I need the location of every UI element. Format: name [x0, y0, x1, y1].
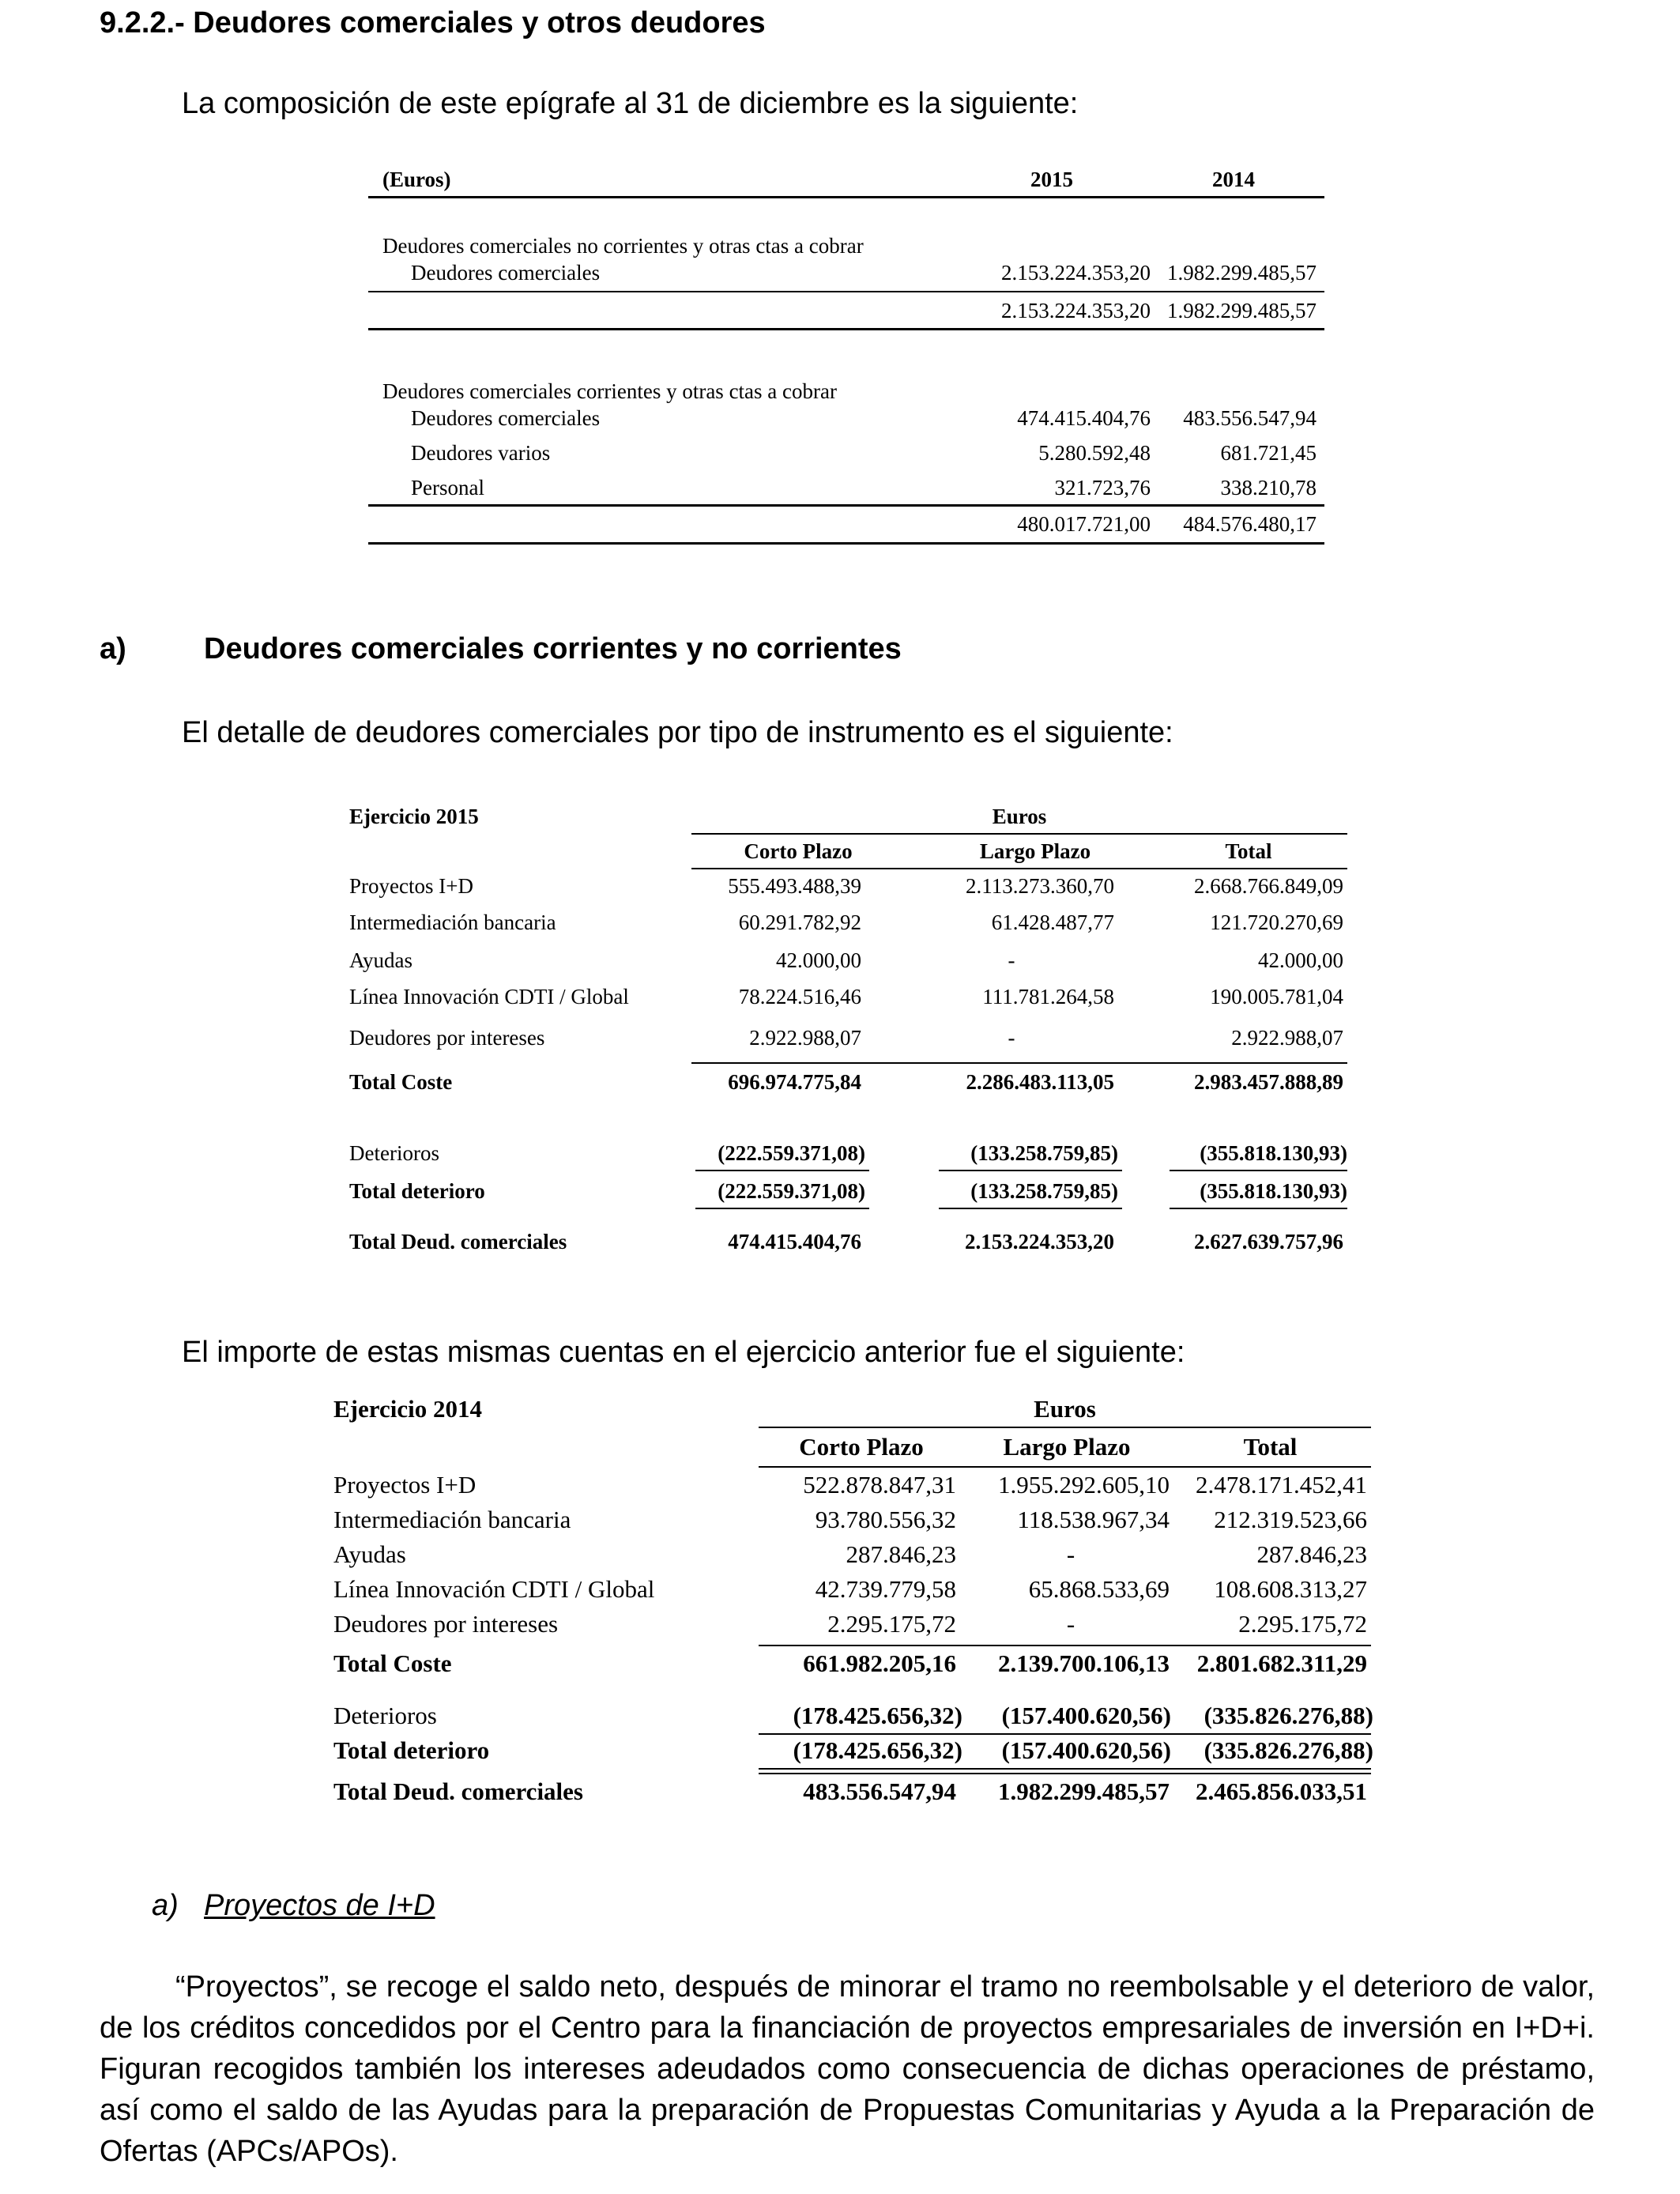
subsection-title: Deudores comerciales corrientes y no corrientes [204, 632, 902, 665]
cell-value: 2.478.171.452,41 [1196, 1471, 1367, 1498]
cell-total: 661.982.205,16 [803, 1649, 956, 1677]
cell-value: 2.295.175,72 [827, 1610, 956, 1638]
cell-value: 321.723,76 [1054, 476, 1151, 499]
subsection-marker: a) [152, 1889, 179, 1922]
cell-total: 2.139.700.106,13 [998, 1649, 1170, 1677]
total-deterioro-label: Total deterioro [333, 1736, 490, 1764]
subtotal-rule [368, 542, 1324, 545]
header-rule [759, 1466, 1371, 1468]
row-rule [691, 1062, 1347, 1064]
cell-subtotal: 480.017.721,00 [1017, 512, 1151, 536]
cell-value: 118.538.967,34 [1017, 1506, 1170, 1533]
cell-value: 2.113.273.360,70 [966, 874, 1114, 898]
cell-value: 287.846,23 [1256, 1540, 1367, 1568]
row-rule [759, 1645, 1371, 1646]
cell-value: 474.415.404,76 [1017, 406, 1151, 430]
cell-value: 61.428.487,77 [991, 910, 1114, 934]
row-rule [368, 291, 1324, 292]
cell-total: 2.627.639.757,96 [1194, 1230, 1343, 1253]
cell-total: (222.559.371,08) [718, 1179, 865, 1203]
cell-value: 555.493.488,39 [728, 874, 861, 898]
row-label: Deudores comerciales [411, 406, 601, 430]
cell-value: (335.826.276,88) [1203, 1702, 1373, 1729]
cell-value: 522.878.847,31 [803, 1471, 956, 1498]
cell-value: 2.153.224.353,20 [1001, 261, 1151, 285]
cell-total: (178.425.656,32) [793, 1736, 962, 1764]
table-title: Ejercicio 2015 [349, 805, 479, 828]
cell-value: - [1008, 1026, 1015, 1050]
cell-total: 2.153.224.353,20 [965, 1230, 1114, 1253]
double-rule-top [759, 1768, 1371, 1770]
section-heading: 9.2.2.- Deudores comerciales y otros deudores [100, 6, 766, 40]
group-title-non-current: Deudores comerciales no corrientes y otras ctas a cobrar [382, 234, 864, 258]
cell-value: 93.780.556,32 [815, 1506, 956, 1533]
row-label: Proyectos I+D [349, 874, 473, 898]
col-header-2015: 2015 [1030, 168, 1073, 191]
row-rule [759, 1733, 1371, 1735]
cell-total: 474.415.404,76 [728, 1230, 861, 1253]
cell-value: - [1008, 948, 1015, 972]
header-rule [691, 868, 1347, 869]
total-deud-label: Total Deud. comerciales [349, 1230, 567, 1253]
subtotal-rule [368, 328, 1324, 330]
cell-value: 42.739.779,58 [815, 1575, 956, 1603]
col-rule [939, 1170, 1122, 1171]
col-rule [1170, 1170, 1347, 1171]
cell-value: 2.668.766.849,09 [1194, 874, 1343, 898]
cell-value: 2.295.175,72 [1238, 1610, 1367, 1638]
group-title-current: Deudores comerciales corrientes y otras ctas a cobrar [382, 379, 837, 403]
col-header-total: Total [1225, 839, 1272, 863]
row-label: Intermediación bancaria [349, 910, 556, 934]
cell-total: (157.400.620,56) [1001, 1736, 1171, 1764]
cell-value: - [1066, 1610, 1075, 1638]
intro-text-previous-year: El importe de estas mismas cuentas en el ejercicio anterior fue el siguiente: [182, 1336, 1185, 1369]
cell-total: (335.826.276,88) [1203, 1736, 1373, 1764]
double-rule-bottom [759, 1773, 1371, 1774]
cell-value: 2.922.988,07 [749, 1026, 861, 1050]
cell-value: (133.258.759,85) [970, 1141, 1118, 1165]
cell-total: 483.556.547,94 [803, 1777, 956, 1805]
intro-text-composition: La composición de este epígrafe al 31 de diciembre es la siguiente: [182, 87, 1079, 120]
row-label: Ayudas [333, 1540, 406, 1568]
row-rule [368, 504, 1324, 507]
cell-value: 1.982.299.485,57 [1167, 261, 1317, 285]
cell-value: 78.224.516,46 [738, 985, 861, 1008]
row-label: Personal [411, 476, 484, 499]
col-rule [695, 1208, 869, 1209]
detail-table-2015 [348, 798, 1351, 1265]
euros-rule [759, 1427, 1371, 1428]
col-rule [695, 1170, 869, 1171]
cell-value: 190.005.781,04 [1210, 985, 1343, 1008]
row-label: Línea Innovación CDTI / Global [349, 985, 629, 1008]
deterioros-label: Deterioros [349, 1141, 439, 1165]
cell-total: 2.983.457.888,89 [1194, 1070, 1343, 1094]
cell-value: 111.781.264,58 [982, 985, 1114, 1008]
cell-value: 42.000,00 [1258, 948, 1343, 972]
col-header-short: Corto Plazo [799, 1433, 924, 1461]
row-label: Proyectos I+D [333, 1471, 477, 1498]
cell-value: 2.922.988,07 [1231, 1026, 1343, 1050]
col-header-long: Largo Plazo [1003, 1433, 1131, 1461]
cell-value: 65.868.533,69 [1028, 1575, 1170, 1603]
cell-value: (178.425.656,32) [793, 1702, 962, 1729]
header-rule [368, 196, 1324, 198]
cell-total: 696.974.775,84 [728, 1070, 861, 1094]
col-header-long: Largo Plazo [979, 839, 1091, 863]
cell-value: - [1066, 1540, 1075, 1568]
cell-total: 2.801.682.311,29 [1196, 1649, 1367, 1677]
cell-total: 1.982.299.485,57 [998, 1777, 1170, 1805]
cell-subtotal: 2.153.224.353,20 [1001, 299, 1151, 322]
euros-header: Euros [992, 805, 1047, 828]
col-header-2014: 2014 [1212, 168, 1255, 191]
cell-total: (355.818.130,93) [1200, 1179, 1347, 1203]
cell-value: 287.846,23 [846, 1540, 956, 1568]
total-deud-label: Total Deud. comerciales [333, 1777, 583, 1805]
total-coste-label: Total Coste [333, 1649, 452, 1677]
row-label: Deudores por intereses [333, 1610, 559, 1638]
cell-value: 681.721,45 [1220, 441, 1317, 465]
total-deterioro-label: Total deterioro [349, 1179, 485, 1203]
composition-table [368, 158, 1324, 553]
subsection-title-underlined: Proyectos de I+D [204, 1889, 435, 1922]
cell-value: (157.400.620,56) [1001, 1702, 1171, 1729]
euros-header: Euros [1034, 1395, 1096, 1423]
cell-value: 338.210,78 [1220, 476, 1317, 499]
col-rule [1170, 1208, 1347, 1209]
unit-header: (Euros) [382, 168, 451, 191]
cell-total: 2.286.483.113,05 [966, 1070, 1114, 1094]
cell-value: (355.818.130,93) [1200, 1141, 1347, 1165]
col-header-short: Corto Plazo [744, 839, 853, 863]
cell-total: (133.258.759,85) [970, 1179, 1118, 1203]
row-label: Deudores por intereses [349, 1026, 545, 1050]
deterioros-label: Deterioros [333, 1702, 437, 1729]
cell-value: 1.955.292.605,10 [998, 1471, 1170, 1498]
euros-rule [691, 833, 1347, 835]
row-label: Ayudas [349, 948, 413, 972]
cell-value: 212.319.523,66 [1214, 1506, 1367, 1533]
body-paragraph: “Proyectos”, se recoge el saldo neto, después de minorar el tramo no reembolsable y el deterioro de valor, de los créditos concedidos por el Centro para la financiación de proyectos empresariales de inversión en I+D+i. Figuran recogidos también los intereses adeudados como consecuencia de dichas operaciones de préstamo, así como el saldo de las Ayudas para la preparación de Propuestas Comunitarias y Ayuda a la Preparación de Ofertas (APCs/APOs). [100, 1970, 1595, 2168]
row-label: Línea Innovación CDTI / Global [333, 1575, 655, 1603]
col-rule [939, 1208, 1122, 1209]
col-header-total: Total [1243, 1433, 1298, 1461]
row-label: Deudores comerciales [411, 261, 601, 285]
cell-value: 5.280.592,48 [1038, 441, 1151, 465]
cell-value: 42.000,00 [776, 948, 861, 972]
cell-value: 60.291.782,92 [738, 910, 861, 934]
row-label: Intermediación bancaria [333, 1506, 571, 1533]
cell-subtotal: 1.982.299.485,57 [1167, 299, 1317, 322]
intro-text-detail: El detalle de deudores comerciales por tipo de instrumento es el siguiente: [182, 716, 1173, 749]
subsection-marker: a) [100, 632, 126, 665]
table-title: Ejercicio 2014 [333, 1395, 482, 1423]
total-coste-label: Total Coste [349, 1070, 453, 1094]
row-label: Deudores varios [411, 441, 551, 465]
cell-value: (222.559.371,08) [718, 1141, 865, 1165]
cell-total: 2.465.856.033,51 [1196, 1777, 1367, 1805]
detail-table-2014 [332, 1395, 1375, 1814]
cell-value: 108.608.313,27 [1214, 1575, 1367, 1603]
cell-value: 483.556.547,94 [1183, 406, 1317, 430]
cell-value: 121.720.270,69 [1210, 910, 1343, 934]
cell-subtotal: 484.576.480,17 [1183, 512, 1317, 536]
